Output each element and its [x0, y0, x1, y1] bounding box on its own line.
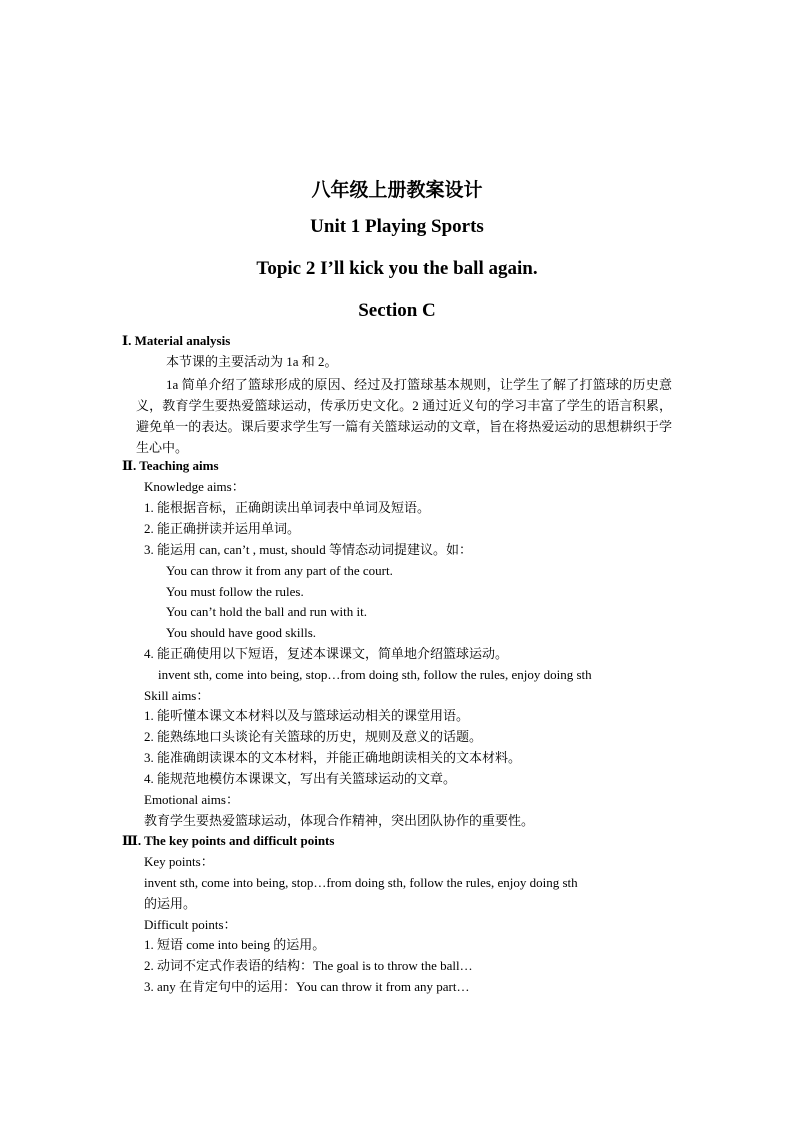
difficult-point-3: 3. any 在肯定句中的运用：You can throw it from any part… [144, 979, 470, 994]
knowledge-aim-2: 2. 能正确拼读并运用单词。 [144, 521, 301, 536]
key-points-label: Key points： [144, 854, 214, 869]
knowledge-aim-1: 1. 能根据音标，正确朗读出单词表中单词及短语。 [144, 500, 431, 515]
difficult-point-1: 1. 短语 come into being 的运用。 [144, 937, 326, 952]
document-title: 八年级上册教案设计 [311, 180, 483, 201]
skill-aim-4: 4. 能规范地模仿本课课文，写出有关篮球运动的文章。 [144, 771, 457, 786]
example-sentence-4: You should have good skills. [166, 625, 317, 640]
key-points-text: invent sth, come into being, stop…from doing sth, follow the rules, enjoy doing sth [144, 875, 578, 890]
skill-aim-3: 3. 能准确朗读课本的文本材料，并能正确地朗读相关的文本材料。 [144, 750, 522, 765]
difficult-point-2: 2. 动词不定式作表语的结构：The goal is to throw the ball… [144, 958, 473, 973]
key-points-tail: 的运用。 [144, 896, 197, 911]
phrase-list: invent sth, come into being, stop…from doing sth, follow the rules, enjoy doing sth [158, 667, 592, 682]
topic-title: Topic 2 I’ll kick you the ball again. [256, 258, 538, 279]
material-paragraph-1: 本节课的主要活动为 1a 和 2。 [166, 354, 338, 369]
material-analysis-heading: Ⅰ. Material analysis [122, 333, 231, 348]
emotional-aims-label: Emotional aims： [144, 792, 239, 807]
example-sentence-3: You can’t hold the ball and run with it. [166, 604, 368, 619]
skill-aim-1: 1. 能听懂本课文本材料以及与篮球运动相关的课堂用语。 [144, 708, 470, 723]
key-points-heading: Ⅲ. The key points and difficult points [122, 833, 335, 848]
example-sentence-2: You must follow the rules. [166, 584, 304, 599]
knowledge-aim-3: 3. 能运用 can, can’t , must, should 等情态动词提建议。如： [144, 542, 472, 557]
knowledge-aims-label: Knowledge aims： [144, 479, 245, 494]
skill-aims-label: Skill aims： [144, 688, 210, 703]
skill-aim-2: 2. 能熟练地口头谈论有关篮球的历史，规则及意义的话题。 [144, 729, 483, 744]
knowledge-aim-4: 4. 能正确使用以下短语，复述本课课文，简单地介绍篮球运动。 [144, 646, 509, 661]
section-title: Section C [358, 300, 436, 321]
unit-title: Unit 1 Playing Sports [310, 216, 484, 237]
teaching-aims-heading: Ⅱ. Teaching aims [122, 458, 219, 473]
difficult-points-label: Difficult points： [144, 917, 237, 932]
emotional-aim-1: 教育学生要热爱篮球运动，体现合作精神，突出团队协作的重要性。 [144, 813, 535, 828]
material-paragraph-2: 1a 简单介绍了篮球形成的原因、经过及打篮球基本规则，让学生了解了打篮球的历史意义，教育学生要热爱篮球运动，传承历史文化。2 通过近义句的学习丰富了学生的语言积累，避免单一的表达。课后要求学生写一篇有关篮球运动的文章，旨在将热爱运动的思想耕织于学生心中。 [136, 377, 672, 455]
example-sentence-1: You can throw it from any part of the court. [166, 563, 393, 578]
